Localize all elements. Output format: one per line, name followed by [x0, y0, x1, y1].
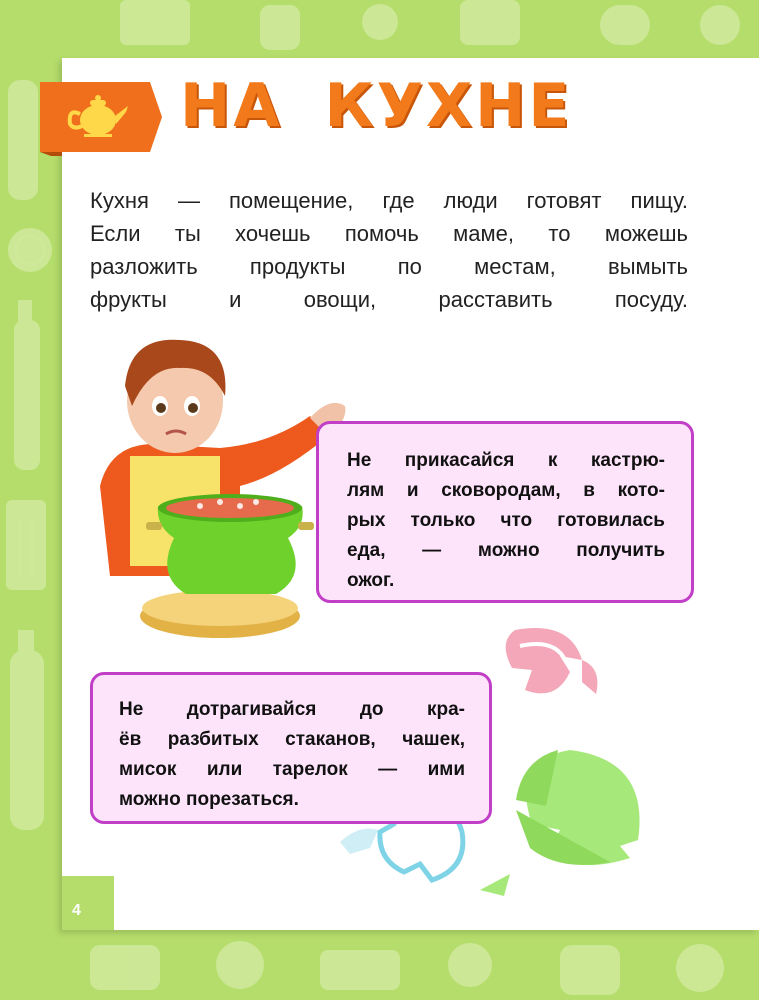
note-line: еда, — можно получить	[347, 540, 665, 561]
hot-pot-warning-note	[316, 421, 694, 603]
page-number: 4	[62, 876, 114, 930]
intro-line: разложить продукты по местам, вымыть	[90, 254, 688, 279]
page-title: НА КУХНЕ	[180, 71, 573, 141]
intro-line: Кухня — помещение, где люди готовят пищу.	[90, 188, 688, 213]
note-line: лям и сковородам, в кото-	[347, 480, 665, 501]
intro-paragraph	[90, 184, 688, 316]
note-line: мисок или тарелок — ими	[119, 759, 465, 780]
note-line: ёв разбитых стаканов, чашек,	[119, 729, 465, 750]
intro-line: фрукты и овощи, расставить посуду.	[90, 287, 688, 312]
broken-dishes-warning-note	[90, 672, 492, 824]
note-line: Не дотрагивайся до кра-	[119, 699, 465, 720]
note-line: можно порезаться.	[119, 789, 299, 810]
note-line: ожог.	[347, 570, 395, 591]
note-line: рых только что готовилась	[347, 510, 665, 531]
intro-line: Если ты хочешь помочь маме, то можешь	[90, 221, 688, 246]
note-line: Не прикасайся к кастрю-	[347, 450, 665, 471]
title-ribbon	[40, 78, 162, 156]
